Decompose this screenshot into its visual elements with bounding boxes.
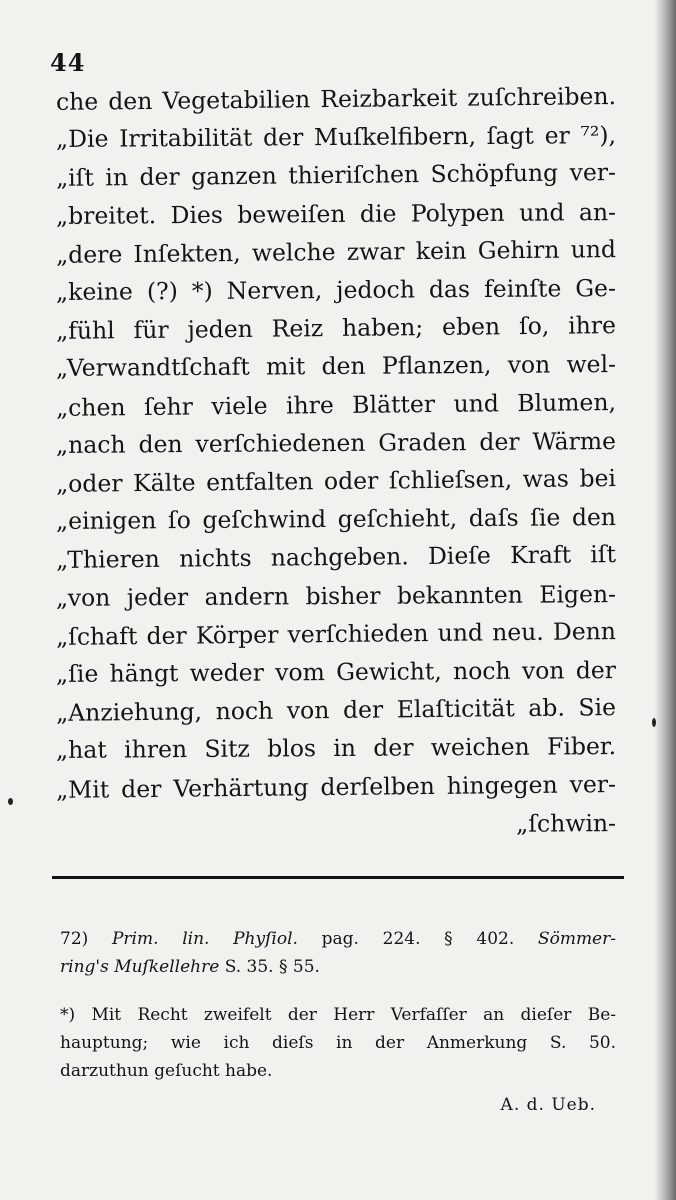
text-line: „hat ihren Sitz blos in der weichen Fiber.: [55, 732, 617, 765]
text-line: „Mit der Verhärtung derſelben hingegen ver-: [55, 769, 617, 804]
text-line: „von jeder andern bisher bekannten Eigen-: [55, 579, 617, 612]
footnote-work-title: Muſkellehre: [114, 957, 220, 977]
text-line: „Verwandtſchaft mit den Pflanzen, von wel-: [55, 350, 617, 383]
footnotes: [60, 925, 616, 1119]
footnote-author: Sömmer-: [537, 929, 616, 949]
footnote-divider: [52, 876, 624, 879]
footnote-star-line: *) Mit Recht zweifelt der Herr Verfaſſer an dieſer Be-: [60, 1005, 616, 1025]
footnote-star-line: hauptung; wie ich dieſs in der Anmerkung S. 50.: [60, 1033, 616, 1053]
text-line: „Die Irritabilität der Muſkelfibern, ſagt er ⁷²),: [55, 121, 617, 154]
footnote-reference: S. 35. § 55.: [224, 957, 320, 977]
catchword: „ſchwin-: [516, 808, 617, 838]
footnote-72-line-2: [60, 953, 616, 981]
text-line: „einigen ſo geſchwind geſchieht, daſs ſie den: [55, 503, 617, 536]
text-line: „nach den verſchiedenen Graden der Wärme: [55, 426, 617, 459]
text-line: „Thieren nichts nachgeben. Dieſe Kraft iſt: [55, 540, 617, 575]
text-line: „breitet. Dies beweiſen die Polypen und an-: [55, 197, 617, 230]
text-line: „ſchaft der Körper verſchieden und neu. Denn: [55, 616, 617, 651]
footnote-star-line: darzuthun geſucht habe.: [60, 1061, 273, 1081]
translator-signature: A. d. Ueb.: [500, 1095, 596, 1115]
ink-speck: [8, 798, 13, 805]
text-line: „Anziehung, noch von der Elaſticität ab. Sie: [55, 693, 617, 728]
page-number: 44: [50, 48, 86, 77]
text-line: „fühl für jeden Reiz haben; eben ſo, ihre: [55, 311, 617, 346]
main-text: [56, 80, 616, 844]
footnote-author: ring's: [60, 957, 109, 977]
text-line: „keine (?) *) Nerven, jedoch das feinſte Ge-: [55, 274, 617, 306]
page-edge-shadow: [654, 0, 676, 1200]
text-line: „chen ſehr viele ihre Blätter und Blumen,: [55, 387, 617, 422]
footnote-marker: 72): [60, 929, 89, 949]
footnote-work-title: Prim. lin. Phyſiol.: [111, 929, 298, 949]
footnote-72-line-1: [60, 925, 616, 953]
footnote-spacer: [60, 981, 616, 1001]
text-line: „ſie hängt weder vom Gewicht, noch von der: [55, 656, 617, 689]
text-line: „dere Inſekten, welche zwar kein Gehirn und: [55, 234, 617, 269]
text-line: „oder Kälte entfalten oder ſchlieſsen, was bei: [55, 464, 617, 498]
ink-speck: [652, 718, 656, 727]
text-line: che den Vegetabilien Reizbarkeit zuſchreiben.: [55, 82, 617, 116]
footnote-reference: pag. 224. § 402.: [321, 929, 515, 949]
text-line: „iſt in der ganzen thieriſchen Schöpfung ver-: [55, 158, 617, 193]
